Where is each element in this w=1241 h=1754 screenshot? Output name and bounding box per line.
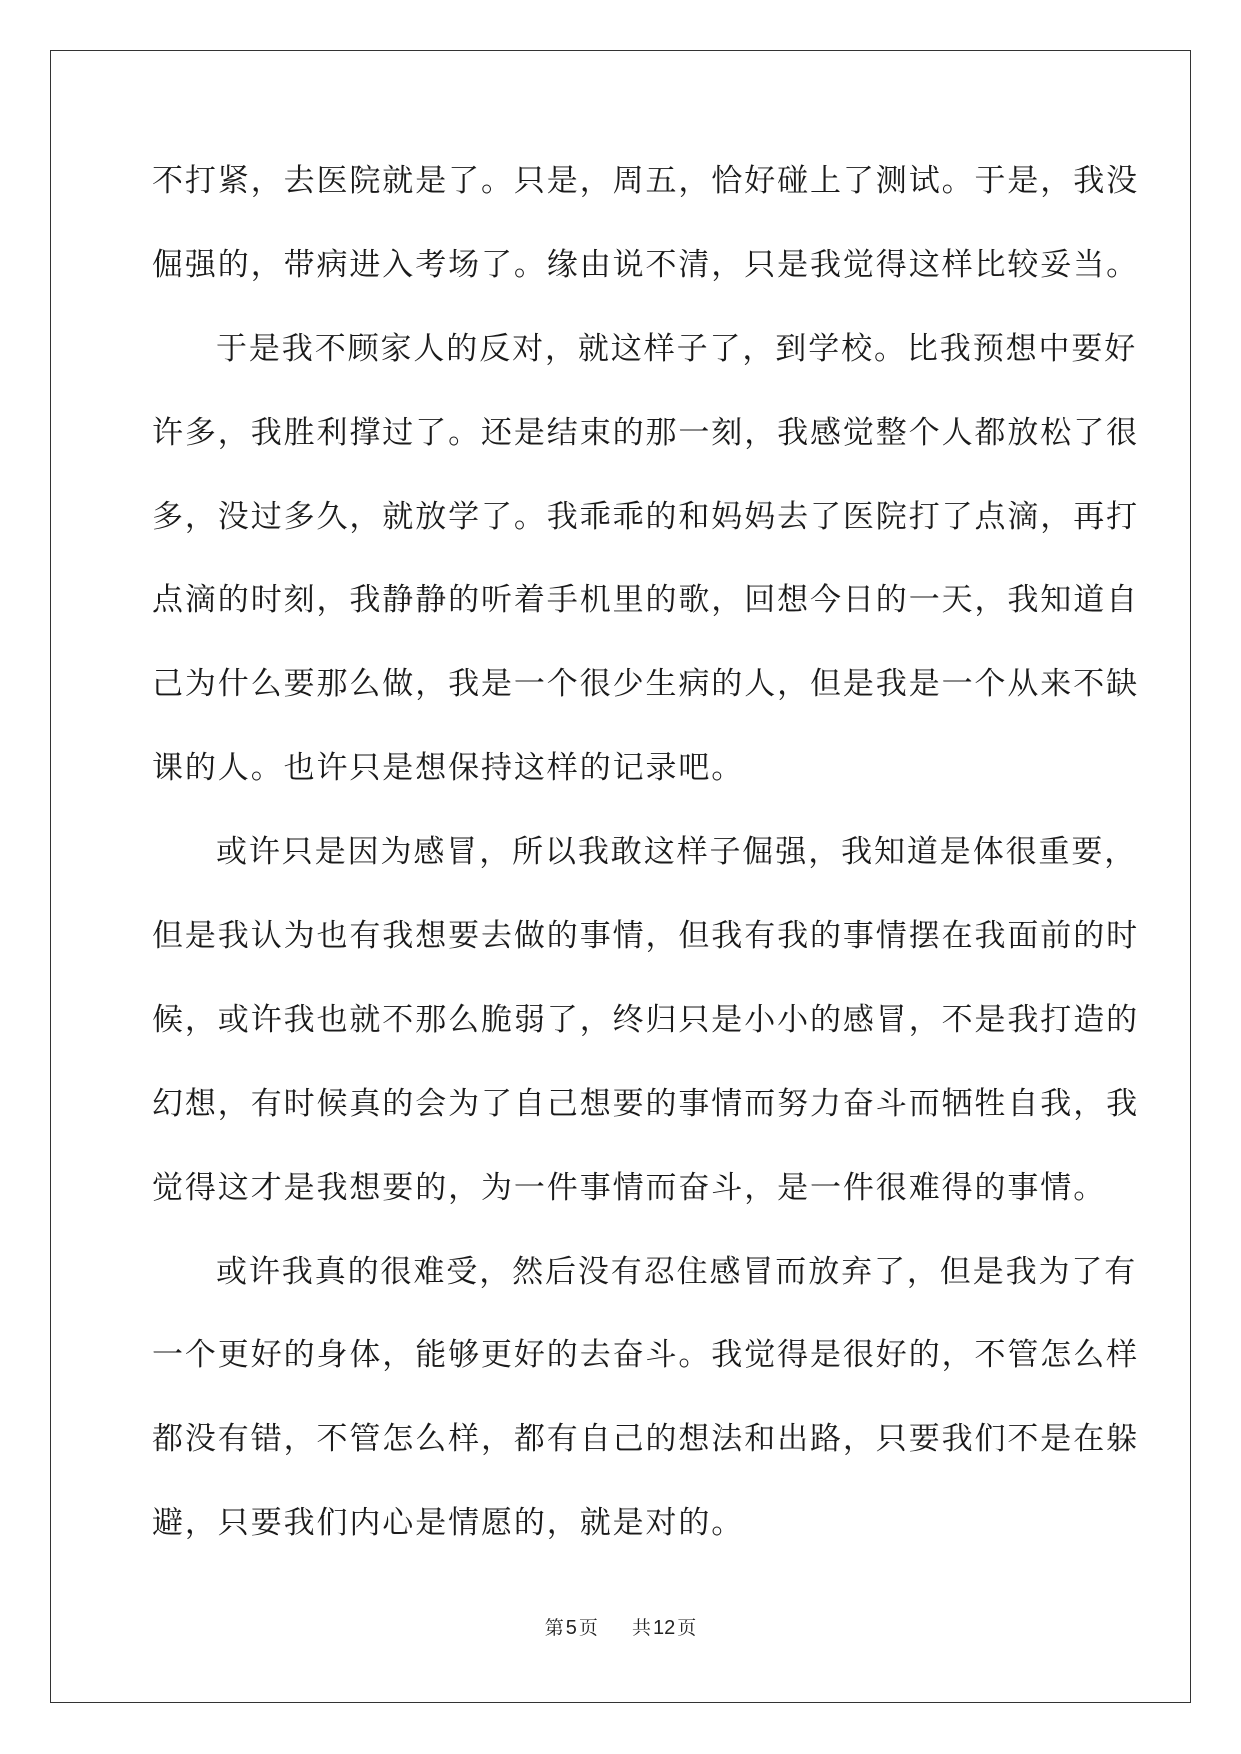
page-total <box>632 1617 696 1639</box>
text-line: 幻想，有时候真的会为了自己想要的事情而努力奋斗而牺牲自我，我 <box>152 1085 1139 1122</box>
text-line: 但是我认为也有我想要去做的事情，但我有我的事情摆在我面前的时 <box>152 918 1139 955</box>
paragraph-start-line: 于是我不顾家人的反对，就这样子了，到学校。比我预想中要好 <box>216 330 1138 367</box>
page-footer <box>0 1616 1241 1640</box>
text-line: 倔强的，带病进入考场了。缘由说不清，只是我觉得这样比较妥当。 <box>152 246 1139 283</box>
paragraph-start-line: 或许只是因为感冒，所以我敢这样子倔强，我知道是体很重要， <box>216 834 1138 871</box>
current-page-number: 5 <box>565 1617 577 1639</box>
text-line: 许多，我胜利撑过了。还是结束的那一刻，我感觉整个人都放松了很 <box>152 414 1139 451</box>
total-page-count: 12 <box>653 1617 676 1639</box>
page-number <box>545 1617 604 1639</box>
text-line: 一个更好的身体，能够更好的去奋斗。我觉得是很好的，不管怎么样 <box>152 1337 1139 1374</box>
text-line: 多，没过多久，就放学了。我乖乖的和妈妈去了医院打了点滴，再打 <box>152 498 1139 535</box>
total-prefix: 共 <box>631 1617 651 1639</box>
page-prefix: 第 <box>544 1617 564 1639</box>
text-line: 觉得这才是我想要的，为一件事情而奋斗，是一件很难得的事情。 <box>152 1169 1107 1206</box>
text-line: 己为什么要那么做，我是一个很少生病的人，但是我是一个从来不缺 <box>152 666 1139 703</box>
text-line: 都没有错，不管怎么样，都有自己的想法和出路，只要我们不是在躲 <box>152 1421 1139 1458</box>
text-line: 不打紧，去医院就是了。只是，周五，恰好碰上了测试。于是，我没 <box>152 163 1139 199</box>
text-line: 候，或许我也就不那么脆弱了，终归只是小小的感冒，不是我打造的 <box>152 1001 1139 1038</box>
text-line: 点滴的时刻，我静静的听着手机里的歌，回想今日的一天，我知道自 <box>152 582 1139 619</box>
page-suffix: 页 <box>578 1617 598 1639</box>
document-body <box>152 160 1139 1586</box>
text-line: 课的人。也许只是想保持这样的记录吧。 <box>152 750 745 787</box>
paragraph-start-line: 或许我真的很难受，然后没有忍住感冒而放弃了，但是我为了有 <box>216 1253 1138 1290</box>
text-line: 避，只要我们内心是情愿的，就是对的。 <box>152 1505 745 1542</box>
total-suffix: 页 <box>677 1617 697 1639</box>
